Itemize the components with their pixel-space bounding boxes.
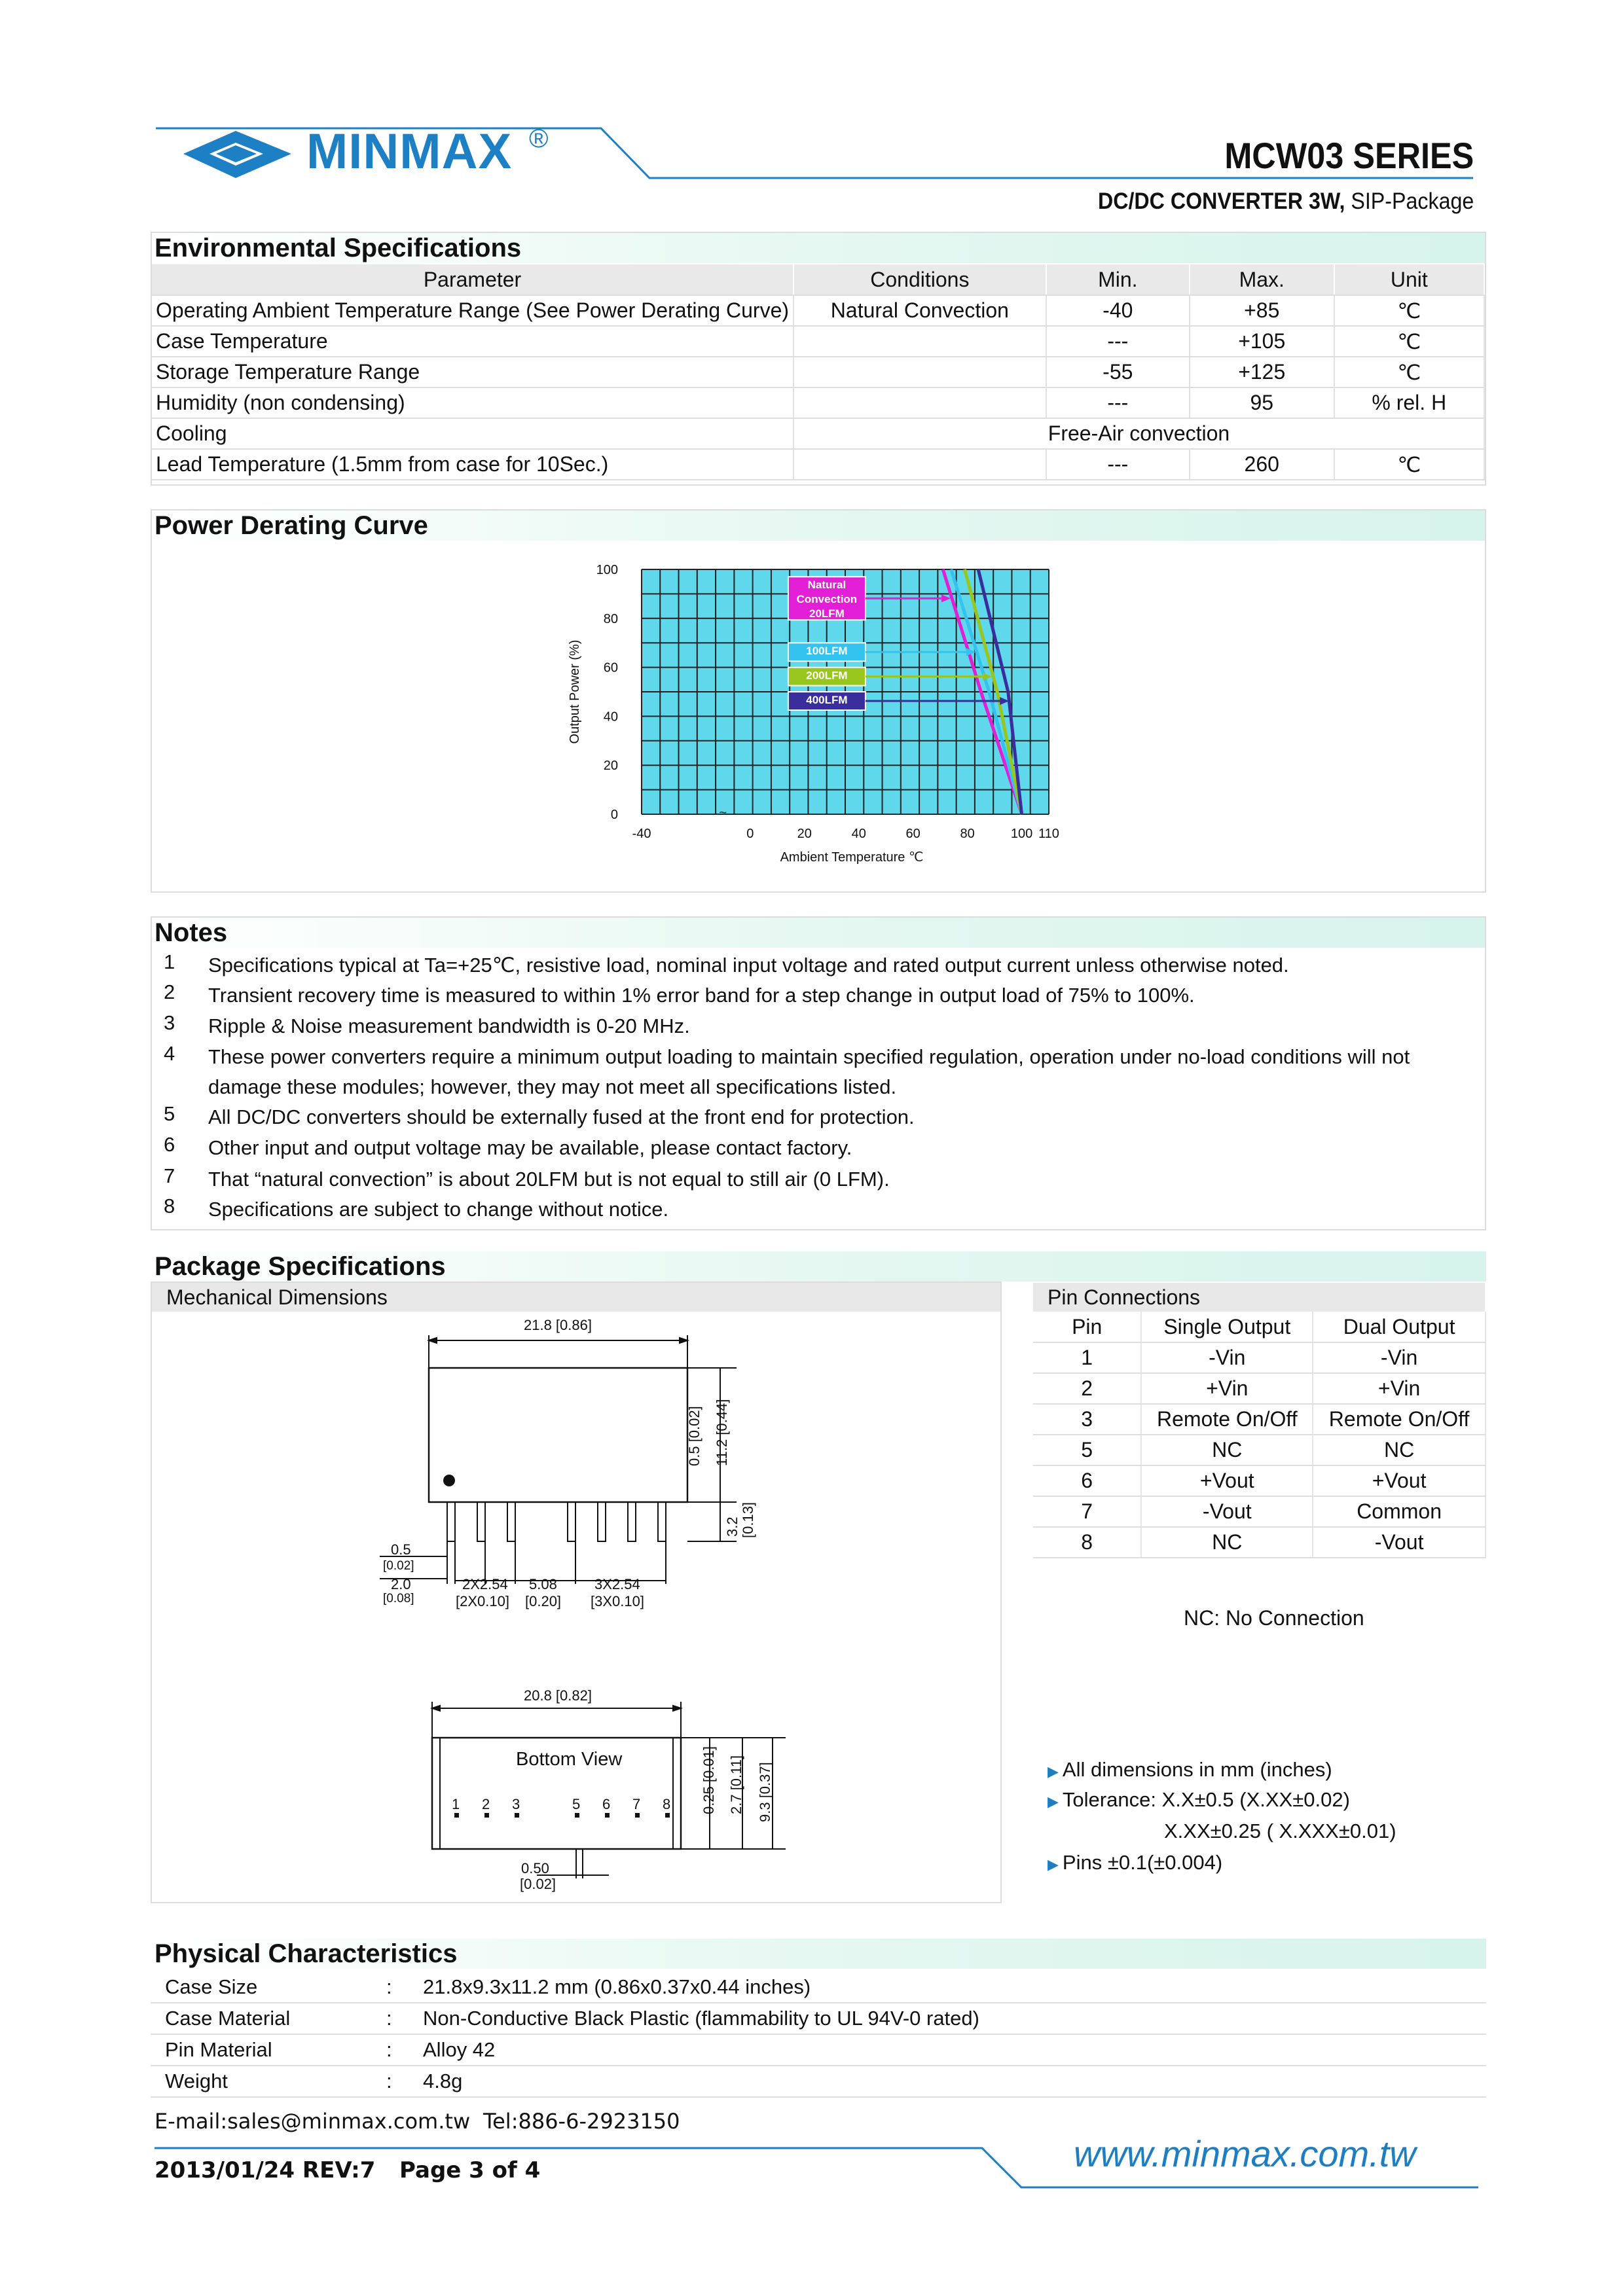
dim-b050-b: [0.02] <box>520 1876 556 1892</box>
phys-colon: : <box>386 1975 392 1998</box>
pin-number: 3 <box>1033 1404 1141 1435</box>
bottom-pin-number: 7 <box>632 1796 641 1812</box>
bullet-arrow-icon: ▶ <box>1048 1763 1059 1780</box>
dim-b2: 2.7 [0.11] <box>728 1755 744 1814</box>
env-unit: ℃ <box>1334 357 1484 387</box>
env-max: 260 <box>1190 449 1334 480</box>
note-text: Specifications typical at Ta=+25℃, resistive load, nominal input voltage and rated output current unless otherwise noted. <box>208 954 1289 977</box>
table-row <box>152 418 1484 449</box>
pin-header-row <box>1033 1312 1486 1342</box>
table-row <box>152 449 1484 480</box>
package-section-title: Package Specifications <box>151 1251 1486 1282</box>
derating-section-title: Power Derating Curve <box>151 511 1486 541</box>
env-header-conditions: Conditions <box>793 264 1046 295</box>
note-number: 2 <box>164 980 175 1003</box>
notes-section-title: Notes <box>151 918 1486 948</box>
env-table <box>152 264 1485 480</box>
table-row <box>152 295 1484 326</box>
env-max: 95 <box>1190 387 1334 418</box>
table-row <box>1033 1373 1486 1404</box>
table-row <box>1033 1404 1486 1435</box>
bottom-pin-number: 6 <box>602 1796 611 1812</box>
env-header-max: Max. <box>1190 264 1334 295</box>
pin-header: Pin <box>1033 1312 1141 1342</box>
dim-h2: 11.2 [0.44] <box>714 1399 730 1466</box>
physical-section-title: Physical Characteristics <box>151 1939 1486 1969</box>
bullet-arrow-icon: ▶ <box>1048 1793 1059 1810</box>
env-param: Cooling <box>152 418 793 449</box>
env-param: Storage Temperature Range <box>152 357 793 387</box>
env-param: Lead Temperature (1.5mm from case for 10Sec.) <box>152 449 793 480</box>
pin-dual: +Vout <box>1313 1465 1486 1496</box>
dim-h1: 0.5 [0.02] <box>686 1406 702 1466</box>
phys-label: Weight <box>165 2070 228 2092</box>
env-unit: ℃ <box>1334 326 1484 357</box>
dim-width-top: 21.8 [0.86] <box>524 1317 592 1333</box>
phys-label: Case Size <box>165 1975 258 1998</box>
footer-page: Page 3 of 4 <box>399 2157 541 2183</box>
minmax-logo-icon <box>183 131 291 178</box>
dim-pitch3-a: 3X2.54 <box>594 1576 640 1592</box>
phys-label: Pin Material <box>165 2038 272 2061</box>
phys-value: Alloy 42 <box>423 2038 496 2061</box>
env-header-unit: Unit <box>1334 264 1484 295</box>
env-cond <box>793 449 1046 480</box>
env-unit: ℃ <box>1334 449 1484 480</box>
note-number: 3 <box>164 1011 175 1034</box>
note-number: 4 <box>164 1042 175 1065</box>
pin-header: Dual Output <box>1313 1312 1486 1342</box>
pin-dual: +Vin <box>1313 1373 1486 1404</box>
env-param: Humidity (non condensing) <box>152 387 793 418</box>
registered-mark: ® <box>529 124 549 153</box>
bullet-arrow-icon: ▶ <box>1048 1856 1059 1873</box>
mechanical-title: Mechanical Dimensions <box>152 1283 1000 1312</box>
env-min: --- <box>1046 387 1190 418</box>
mechanical-front-drawing <box>354 1309 812 1623</box>
x-tick-label: 80 <box>960 827 975 841</box>
pin1-marker-icon <box>443 1475 455 1486</box>
note-text: Transient recovery time is measured to within 1% error band for a step change in output load of 75% to 100%. <box>208 984 1195 1007</box>
dim-05-a: 0.5 <box>391 1541 411 1558</box>
phys-colon: : <box>386 2007 392 2030</box>
phys-value: Non-Conductive Black Plastic (flammability to UL 94V-0 rated) <box>423 2007 979 2030</box>
env-param: Case Temperature <box>152 326 793 357</box>
note-number: 5 <box>164 1102 175 1125</box>
footer-email[interactable]: E-mail:sales@minmax.com.tw <box>155 2109 471 2134</box>
table-row <box>1033 1435 1486 1465</box>
pin-number: 8 <box>1033 1527 1141 1558</box>
pin-dual: Remote On/Off <box>1313 1404 1486 1435</box>
table-row <box>1033 1342 1486 1373</box>
series-title: MCW03 SERIES <box>1224 135 1474 176</box>
bottom-pin-number: 3 <box>512 1796 520 1812</box>
dim-pin-len-b: [0.13] <box>740 1501 756 1538</box>
y-tick-label: 100 <box>596 563 618 577</box>
pin-header: Single Output <box>1141 1312 1313 1342</box>
dim-b1: 0.25 [0.01] <box>701 1746 717 1814</box>
dim-20-a: 2.0 <box>391 1576 411 1592</box>
legend-label: 20LFM <box>809 607 845 620</box>
env-cond <box>793 357 1046 387</box>
x-axis-label: Ambient Temperature ℃ <box>780 850 924 865</box>
note-text: Other input and output voltage may be available, please contact factory. <box>208 1136 852 1159</box>
legend-label: 200LFM <box>806 669 848 682</box>
env-section-title: Environmental Specifications <box>151 233 1486 263</box>
pin-connections-title: Pin Connections <box>1033 1283 1485 1312</box>
pin-single: NC <box>1141 1527 1313 1558</box>
x-tick-label: 40 <box>851 827 866 841</box>
pin-single: +Vin <box>1141 1373 1313 1404</box>
list-item <box>1164 1820 1396 1843</box>
list-item <box>1048 1758 1332 1782</box>
pin-dual: -Vout <box>1313 1527 1486 1558</box>
bullet-text: Pins ±0.1(±0.004) <box>1062 1851 1223 1874</box>
x-tick-label: 0 <box>746 827 754 841</box>
env-max: +105 <box>1190 326 1334 357</box>
x-tick-label: 100 <box>1010 827 1033 841</box>
y-tick-label: 60 <box>603 660 618 675</box>
pin-dual: -Vin <box>1313 1342 1486 1373</box>
pin-number: 6 <box>1033 1465 1141 1496</box>
y-tick-label: 20 <box>603 759 618 774</box>
pin-single: -Vin <box>1141 1342 1313 1373</box>
note-number: 7 <box>164 1164 175 1187</box>
env-header-min: Min. <box>1046 264 1190 295</box>
pin-single: NC <box>1141 1435 1313 1465</box>
pin-single: Remote On/Off <box>1141 1404 1313 1435</box>
env-min: --- <box>1046 449 1190 480</box>
phys-value: 21.8x9.3x11.2 mm (0.86x0.37x0.44 inches) <box>423 1975 811 1998</box>
note-number: 1 <box>164 950 175 973</box>
bottom-view-label: Bottom View <box>516 1749 623 1770</box>
bottom-pin-number: 1 <box>452 1796 460 1812</box>
phys-colon: : <box>386 2038 392 2061</box>
phys-colon: : <box>386 2070 392 2092</box>
bottom-pin-number: 2 <box>482 1796 490 1812</box>
y-axis-label: Output Power (%) <box>568 639 582 744</box>
list-item <box>1048 1788 1350 1812</box>
dim-width-bottom: 20.8 [0.82] <box>524 1687 592 1704</box>
table-row <box>1033 1527 1486 1558</box>
note-text: These power converters require a minimum output loading to maintain specified regulation, operation under no-load conditions will not damage these modules; however, they may not meet all specifications listed. <box>208 1045 1410 1098</box>
bullet-text: Tolerance: X.X±0.5 (X.XX±0.02) <box>1062 1788 1350 1811</box>
dim-pitch1-a: 2X2.54 <box>462 1576 508 1592</box>
dim-pitch3-b: [3X0.10] <box>591 1593 644 1609</box>
env-max: +125 <box>1190 357 1334 387</box>
footer-tel: Tel:886-6-2923150 <box>483 2109 680 2134</box>
axis-break-mark: ~ <box>719 806 727 820</box>
bullet-text: All dimensions in mm (inches) <box>1062 1758 1332 1781</box>
env-min: -40 <box>1046 295 1190 326</box>
table-row <box>1033 1496 1486 1527</box>
env-cond: Natural Convection <box>793 295 1046 326</box>
footer-date: 2013/01/24 REV:7 <box>155 2157 376 2183</box>
env-box <box>151 232 1486 486</box>
footer-url[interactable]: www.minmax.com.tw <box>1074 2133 1416 2174</box>
dim-b050-a: 0.50 <box>521 1860 549 1876</box>
env-unit: % rel. H <box>1334 387 1484 418</box>
note-text: That “natural convection” is about 20LFM but is not equal to still air (0 LFM). <box>208 1168 890 1191</box>
env-header-parameter: Parameter <box>152 264 793 295</box>
x-tick-label: -40 <box>632 827 651 841</box>
dim-20-b: [0.08] <box>383 1592 414 1605</box>
dim-pitch1-b: [2X0.10] <box>456 1593 509 1609</box>
y-tick-label: 40 <box>603 709 618 725</box>
env-max: +85 <box>1190 295 1334 326</box>
dim-05-b: [0.02] <box>383 1559 414 1573</box>
pin-number: 5 <box>1033 1435 1141 1465</box>
x-tick-label: 60 <box>905 827 921 841</box>
pin-single: -Vout <box>1141 1496 1313 1527</box>
env-min: --- <box>1046 326 1190 357</box>
env-param: Operating Ambient Temperature Range (See Power Derating Curve) <box>152 295 793 326</box>
legend-label: 100LFM <box>806 645 848 658</box>
dim-pin-len-a: 3.2 <box>724 1516 740 1537</box>
y-tick-label: 80 <box>603 611 618 626</box>
pin-number: 1 <box>1033 1342 1141 1373</box>
pin-dual: NC <box>1313 1435 1486 1465</box>
pin-table <box>1033 1312 1486 1558</box>
x-tick-label: 110 <box>1038 827 1059 841</box>
env-cond <box>793 326 1046 357</box>
pin-single: +Vout <box>1141 1465 1313 1496</box>
phys-label: Case Material <box>165 2007 291 2030</box>
note-text: All DC/DC converters should be externally fused at the front end for protection. <box>208 1105 915 1128</box>
x-tick-label: 20 <box>797 827 812 841</box>
env-merged-cell: Free-Air convection <box>793 418 1484 449</box>
phys-value: 4.8g <box>423 2070 463 2092</box>
env-unit: ℃ <box>1334 295 1484 326</box>
note-number: 8 <box>164 1194 175 1217</box>
bottom-pin-number: 8 <box>663 1796 671 1812</box>
legend-label: 400LFM <box>806 694 848 706</box>
bottom-pin-number: 5 <box>572 1796 581 1812</box>
pin-dual: Common <box>1313 1496 1486 1527</box>
subtitle: DC/DC CONVERTER 3W, SIP-Package <box>1097 188 1474 214</box>
nc-note: NC: No Connection <box>1184 1606 1364 1630</box>
env-header-row <box>152 264 1484 295</box>
table-row <box>152 326 1484 357</box>
pin-number: 2 <box>1033 1373 1141 1404</box>
env-min: -55 <box>1046 357 1190 387</box>
pin-number: 7 <box>1033 1496 1141 1527</box>
legend-label: Natural <box>807 579 847 592</box>
note-text: Specifications are subject to change without notice. <box>208 1198 669 1221</box>
dim-b3: 9.3 [0.37] <box>757 1762 773 1822</box>
env-cond <box>793 387 1046 418</box>
bullet-text: X.XX±0.25 ( X.XXX±0.01) <box>1164 1820 1396 1842</box>
list-item <box>1048 1851 1222 1874</box>
dim-pitch2-a: 5.08 <box>529 1576 557 1592</box>
dim-pitch2-b: [0.20] <box>525 1593 562 1609</box>
brand-name: MINMAX <box>306 124 513 179</box>
table-row <box>1033 1465 1486 1496</box>
table-row <box>152 357 1484 387</box>
note-number: 6 <box>164 1133 175 1156</box>
legend-label: Convection <box>796 593 858 606</box>
physical-table <box>151 1971 1486 2102</box>
power-derating-chart <box>151 543 1486 884</box>
note-text: Ripple & Noise measurement bandwidth is 0-20 MHz. <box>208 1014 690 1037</box>
table-row <box>152 387 1484 418</box>
y-tick-label: 0 <box>610 808 618 822</box>
